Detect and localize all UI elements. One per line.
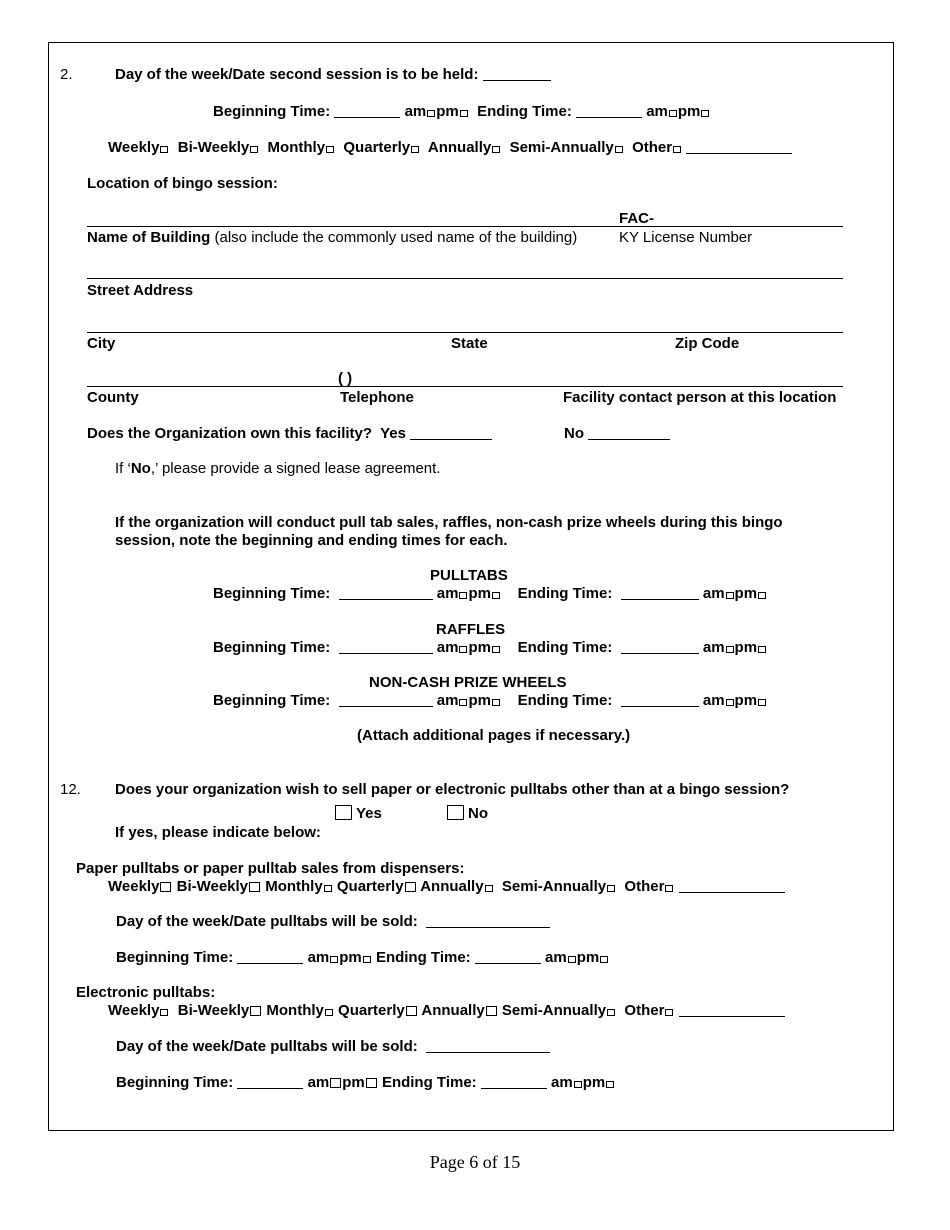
annually-checkbox[interactable] xyxy=(492,146,500,153)
street-address-label: Street Address xyxy=(87,282,194,299)
weekly-checkbox[interactable] xyxy=(160,882,171,892)
end-time-field[interactable] xyxy=(576,117,642,118)
monthly-checkbox[interactable] xyxy=(325,1009,333,1016)
pm-checkbox[interactable] xyxy=(758,646,766,653)
other-frequency-field[interactable] xyxy=(686,153,792,154)
am-checkbox[interactable] xyxy=(459,699,467,706)
electronic-begin-field[interactable] xyxy=(237,1088,303,1089)
prize-wheels-heading: NON-CASH PRIZE WHEELS xyxy=(369,674,567,691)
am-checkbox[interactable] xyxy=(574,1081,582,1088)
electronic-day-row: Day of the week/Date pulltabs will be sold: xyxy=(116,1038,550,1055)
section-12-number: 12. xyxy=(60,781,81,798)
paper-frequency-row: Weekly Bi-Weekly Monthly Quarterly Annually Semi-Annually Other xyxy=(108,878,785,895)
own-facility-row: Does the Organization own this facility? Yes xyxy=(87,425,492,442)
pm-checkbox[interactable] xyxy=(701,110,709,117)
prize-wheels-time-row: Beginning Time: am pm Ending Time: am pm xyxy=(213,692,767,709)
paper-pulltabs-heading: Paper pulltabs or paper pulltab sales from dispensers: xyxy=(76,860,465,877)
bi-weekly-checkbox[interactable] xyxy=(250,1006,261,1016)
paper-end-field[interactable] xyxy=(475,963,541,964)
am-checkbox[interactable] xyxy=(726,699,734,706)
weekly-checkbox[interactable] xyxy=(160,1009,168,1016)
other-frequency-field[interactable] xyxy=(679,892,785,893)
city-label: City xyxy=(87,335,116,352)
other-games-instruction-1: If the organization will conduct pull tab sales, raffles, non-cash prize wheels during this bingo xyxy=(115,514,783,531)
session-frequency-row: Weekly Bi-Weekly Monthly Quarterly Annually Semi-Annually Other xyxy=(108,139,792,156)
building-name-field[interactable] xyxy=(87,226,843,227)
street-address-field[interactable] xyxy=(87,278,843,279)
pulltabs-end-field[interactable] xyxy=(621,599,699,600)
electronic-pulltabs-heading: Electronic pulltabs: xyxy=(76,984,216,1001)
building-name-label: Name of Building (also include the commonly used name of the building) xyxy=(87,229,578,246)
section-12-question: Does your organization wish to sell paper or electronic pulltabs other than at a bingo session? xyxy=(115,781,790,798)
location-label: Location of bingo session: xyxy=(87,175,278,192)
county-phone-contact-field[interactable] xyxy=(87,386,843,387)
pm-checkbox[interactable] xyxy=(606,1081,614,1088)
zip-label: Zip Code xyxy=(675,335,740,352)
raffles-end-field[interactable] xyxy=(621,653,699,654)
electronic-end-field[interactable] xyxy=(481,1088,547,1089)
if-yes-label: If yes, please indicate below: xyxy=(115,824,321,841)
electronic-day-field[interactable] xyxy=(426,1052,550,1053)
am-checkbox[interactable] xyxy=(726,592,734,599)
monthly-checkbox[interactable] xyxy=(324,885,332,892)
raffles-begin-field[interactable] xyxy=(339,653,433,654)
other-checkbox[interactable] xyxy=(665,885,673,892)
electronic-time-row: Beginning Time: am pm Ending Time: am pm xyxy=(116,1074,615,1091)
quarterly-checkbox[interactable] xyxy=(411,146,419,153)
other-checkbox[interactable] xyxy=(673,146,681,153)
attach-pages-note: (Attach additional pages if necessary.) xyxy=(357,727,631,744)
second-session-time-row: Beginning Time: am pm Ending Time: am pm xyxy=(213,103,710,120)
page-number: Page 6 of 15 xyxy=(429,1152,521,1172)
quarterly-checkbox[interactable] xyxy=(405,882,416,892)
own-no-row: No xyxy=(564,425,670,442)
pm-checkbox[interactable] xyxy=(600,956,608,963)
paper-day-row: Day of the week/Date pulltabs will be sold: xyxy=(116,913,550,930)
annually-checkbox[interactable] xyxy=(485,885,493,892)
pm-checkbox[interactable] xyxy=(492,699,500,706)
pm-checkbox[interactable] xyxy=(460,110,468,117)
lease-note: If ‘No,’ please provide a signed lease agreement. xyxy=(115,460,441,477)
yes-checkbox[interactable] xyxy=(335,805,352,820)
semi-annually-checkbox[interactable] xyxy=(615,146,623,153)
pm-checkbox[interactable] xyxy=(758,592,766,599)
begin-time-field[interactable] xyxy=(334,117,400,118)
am-checkbox[interactable] xyxy=(568,956,576,963)
section-2-number: 2. xyxy=(60,66,73,83)
county-label: County xyxy=(87,389,139,406)
paper-time-row: Beginning Time: am pm Ending Time: am pm xyxy=(116,949,609,966)
other-frequency-field[interactable] xyxy=(679,1016,785,1017)
license-number-label: KY License Number xyxy=(619,229,753,246)
pulltabs-heading: PULLTABS xyxy=(430,567,508,584)
city-state-zip-field[interactable] xyxy=(87,332,843,333)
pm-checkbox[interactable] xyxy=(492,646,500,653)
monthly-checkbox[interactable] xyxy=(326,146,334,153)
contact-person-label: Facility contact person at this location xyxy=(563,389,837,406)
paper-day-field[interactable] xyxy=(426,927,550,928)
state-label: State xyxy=(451,335,488,352)
pm-checkbox[interactable] xyxy=(758,699,766,706)
wheels-begin-field[interactable] xyxy=(339,706,433,707)
bi-weekly-checkbox[interactable] xyxy=(249,882,260,892)
pulltabs-begin-field[interactable] xyxy=(339,599,433,600)
paper-begin-field[interactable] xyxy=(237,963,303,964)
raffles-time-row: Beginning Time: am pm Ending Time: am pm xyxy=(213,639,767,656)
am-checkbox[interactable] xyxy=(330,1078,341,1088)
semi-annually-checkbox[interactable] xyxy=(607,885,615,892)
own-yes-field[interactable] xyxy=(410,439,492,440)
telephone-label: Telephone xyxy=(340,389,414,406)
am-checkbox[interactable] xyxy=(459,646,467,653)
other-checkbox[interactable] xyxy=(665,1009,673,1016)
am-checkbox[interactable] xyxy=(726,646,734,653)
pm-checkbox[interactable] xyxy=(492,592,500,599)
pulltabs-yes-option: Yes xyxy=(335,805,382,822)
annually-checkbox[interactable] xyxy=(486,1006,497,1016)
fac-prefix: FAC- xyxy=(619,210,654,227)
wheels-end-field[interactable] xyxy=(621,706,699,707)
pm-checkbox[interactable] xyxy=(363,956,371,963)
pm-checkbox[interactable] xyxy=(366,1078,377,1088)
pulltabs-no-option: No xyxy=(447,805,488,822)
own-no-field[interactable] xyxy=(588,439,670,440)
no-checkbox[interactable] xyxy=(447,805,464,820)
am-checkbox[interactable] xyxy=(427,110,435,117)
electronic-frequency-row: Weekly Bi-Weekly Monthly Quarterly Annually Semi-Annually Other xyxy=(108,1002,785,1019)
semi-annually-checkbox[interactable] xyxy=(607,1009,615,1016)
raffles-heading: RAFFLES xyxy=(436,621,506,638)
bi-weekly-checkbox[interactable] xyxy=(250,146,258,153)
weekly-checkbox[interactable] xyxy=(160,146,168,153)
pulltabs-time-row: Beginning Time: am pm Ending Time: am pm xyxy=(213,585,767,602)
section-2-question: Day of the week/Date second session is to be held: xyxy=(115,66,551,83)
second-session-date-field[interactable] xyxy=(483,80,551,81)
am-checkbox[interactable] xyxy=(669,110,677,117)
am-checkbox[interactable] xyxy=(330,956,338,963)
am-checkbox[interactable] xyxy=(459,592,467,599)
other-games-instruction-2: session, note the beginning and ending times for each. xyxy=(115,532,508,549)
phone-area-code: ( ) xyxy=(338,370,353,387)
quarterly-checkbox[interactable] xyxy=(406,1006,417,1016)
